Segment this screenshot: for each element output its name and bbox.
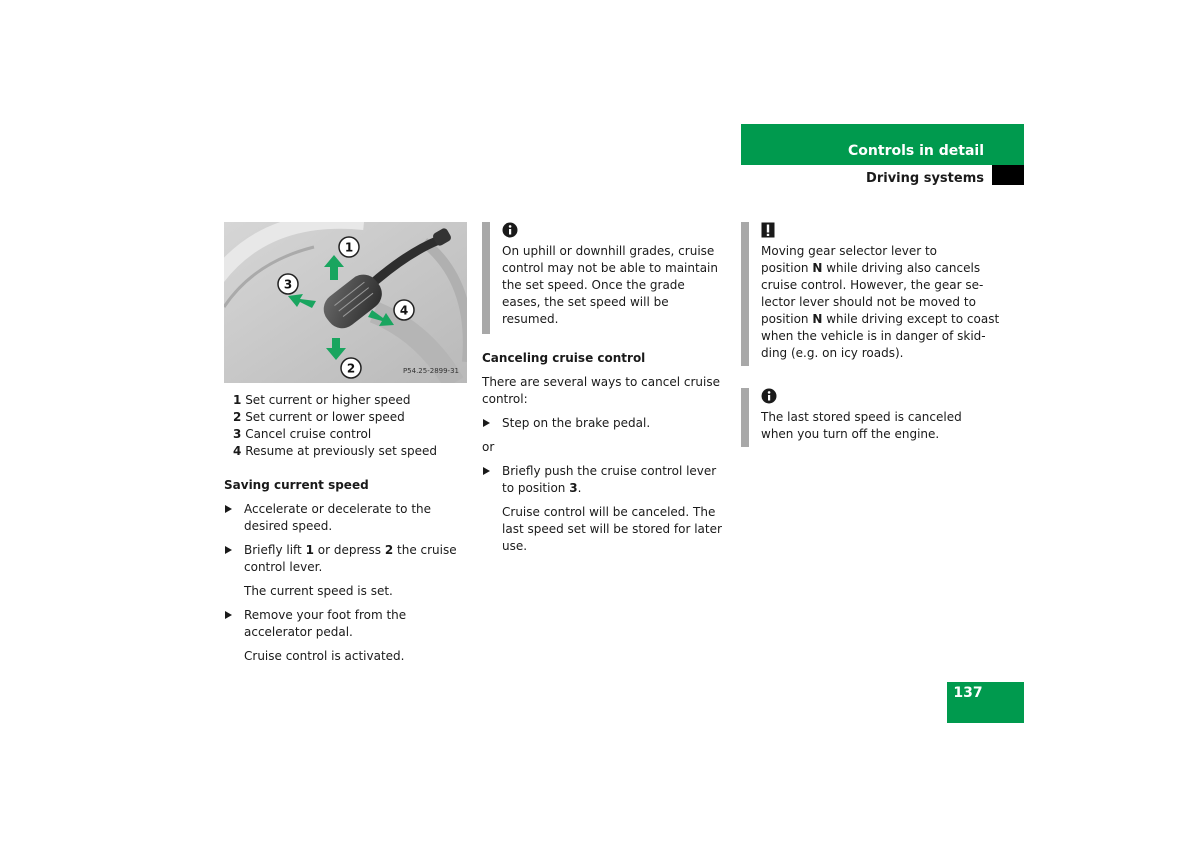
note-bar — [741, 388, 749, 447]
instruction-step: Accelerate or decelerate to the desired speed. — [224, 501, 469, 535]
subsection-title: Driving systems — [866, 171, 984, 186]
figure-legend — [233, 392, 469, 460]
info-note — [741, 388, 991, 447]
step-result: Cruise control will be canceled. The last speed set will be stored for later use. — [502, 505, 722, 553]
legend-item: 2 Set current or lower speed — [233, 410, 405, 424]
info-note-text: The last stored speed is canceled when you turn off the engine. — [761, 410, 962, 441]
step-result: The current speed is set. — [244, 584, 393, 598]
instruction-step: Remove your foot from the accelerator pedal. — [224, 607, 469, 641]
cruise-control-lever-figure — [224, 222, 467, 383]
marker-4: 4 — [399, 303, 409, 318]
column-middle — [482, 222, 727, 555]
saving-speed-heading: Saving current speed — [224, 478, 369, 492]
subsection-marker — [992, 165, 1024, 185]
page-number: 137 — [953, 685, 983, 701]
canceling-intro: There are several ways to cancel cruise control: — [482, 375, 720, 406]
exclamation-icon — [761, 222, 991, 242]
info-icon — [502, 222, 727, 242]
legend-item: 1 Set current or higher speed — [233, 393, 411, 407]
note-bar — [741, 222, 749, 366]
step-result: Cruise control is activated. — [244, 649, 405, 663]
column-right — [741, 222, 1000, 447]
or-separator: or — [482, 440, 495, 454]
instruction-step: Step on the brake pedal. — [482, 415, 727, 432]
info-note-text: On uphill or downhill grades, cruise control may not be able to maintain the set speed. Once the grade eases, the set speed will be resumed. — [502, 244, 718, 326]
legend-item: 3 Cancel cruise control — [233, 427, 372, 441]
warning-note — [741, 222, 1000, 366]
legend-item: 4 Resume at previously set speed — [233, 444, 437, 458]
triangle-bullet-icon — [225, 611, 232, 619]
triangle-bullet-icon — [483, 467, 490, 475]
marker-1: 1 — [344, 240, 354, 255]
triangle-bullet-icon — [225, 546, 232, 554]
section-title: Controls in detail — [848, 143, 984, 159]
info-note — [482, 222, 727, 334]
instruction-step: Briefly lift 1 or depress 2 the cruise control lever. — [224, 542, 469, 576]
triangle-bullet-icon — [483, 419, 490, 427]
info-icon — [761, 388, 991, 408]
figure-code: P54.25-2899-31 — [402, 367, 459, 375]
column-left — [224, 222, 469, 665]
instruction-step: Briefly push the cruise control lever to position 3. — [482, 463, 727, 497]
marker-3: 3 — [283, 277, 293, 292]
note-bar — [482, 222, 490, 334]
warning-text: Moving gear selector lever to position N while driving also cancels cruise control. However, the gear se- lector lever should not be moved to position N while driving except to coast when the vehicle is in danger of skid- ding (e.g. on icy roads). — [761, 244, 1000, 360]
marker-2: 2 — [346, 361, 356, 376]
triangle-bullet-icon — [225, 505, 232, 513]
canceling-heading: Canceling cruise control — [482, 351, 646, 365]
lever-illustration — [224, 222, 467, 383]
